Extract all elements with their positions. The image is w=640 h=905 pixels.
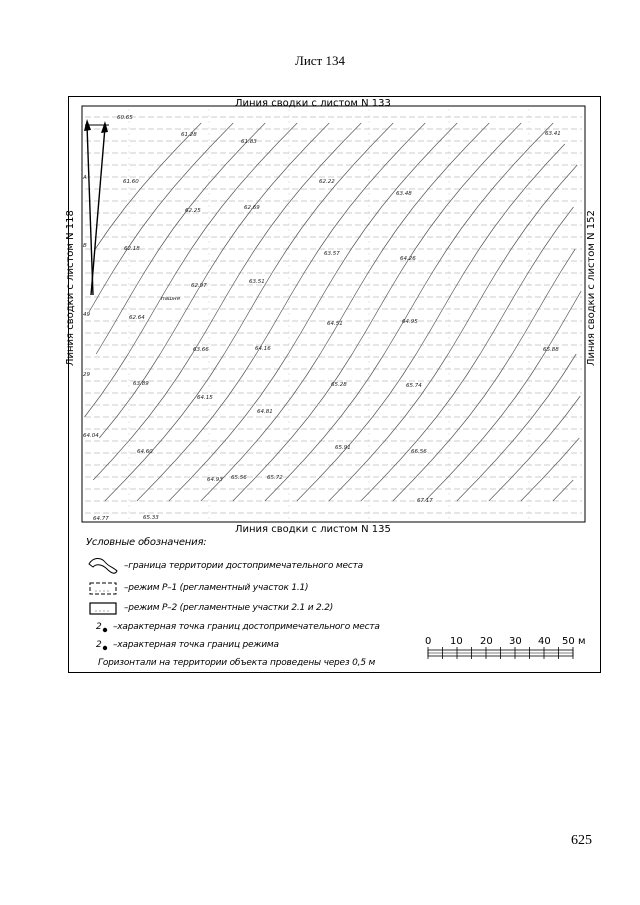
elevation-label: 63.57	[324, 251, 340, 257]
legend-regime-number: 2	[96, 640, 102, 650]
sheet-title: Лист 134	[295, 53, 345, 68]
elevation-label: 61.28	[181, 132, 197, 138]
elevation-label: 63.51	[249, 279, 265, 285]
legend-regime-text: –характерная точка границ режима	[113, 640, 279, 650]
elevation-label: 62.25	[185, 208, 201, 214]
elevation-labels	[82, 115, 561, 522]
elevation-label: 65.72	[267, 475, 283, 481]
elevation-label: 62.22	[319, 179, 335, 185]
elevation-label: 65.56	[231, 475, 247, 481]
regime-p1-icon	[90, 583, 116, 594]
elevation-label: 65.33	[143, 515, 159, 521]
page-number: 625	[571, 833, 592, 848]
elevation-label: A	[83, 175, 87, 181]
elevation-label: 65.91	[335, 445, 351, 451]
border-label-bottom: Линия сводки с листом N 135	[235, 524, 391, 535]
point-regime-icon	[103, 646, 107, 650]
boundary-icon	[89, 558, 117, 573]
map-inner-border	[82, 106, 585, 522]
elevation-label: 49	[83, 312, 90, 318]
scale-label-10: 10	[450, 636, 463, 647]
elevation-label: 62.18	[124, 246, 140, 252]
scale-label-20: 20	[480, 636, 493, 647]
elevation-label: 64.26	[400, 256, 416, 262]
scale-label-30: 30	[509, 636, 522, 647]
elevation-label: 65.88	[543, 347, 559, 353]
elevation-label: 63.66	[193, 347, 209, 353]
elevation-label: 65.28	[331, 382, 347, 388]
elevation-label: 61.60	[123, 179, 139, 185]
legend-p2-text: –режим Р–2 (регламентные участки 2.1 и 2.2)	[124, 603, 334, 613]
elevation-label: 64.77	[93, 516, 109, 522]
scale-label-0: 0	[425, 636, 432, 647]
elevation-label: 64.04	[83, 433, 99, 439]
elevation-label: 62.97	[191, 283, 207, 289]
regime-p2-icon	[90, 603, 116, 614]
elevation-label: 65.74	[406, 383, 422, 389]
elevation-label: 64.93	[207, 477, 223, 483]
elevation-label: 62.64	[129, 315, 145, 321]
scale-label-40: 40	[538, 636, 551, 647]
elevation-label: B	[83, 243, 87, 249]
elevation-label: 64.16	[255, 346, 271, 352]
elevation-label: 60.65	[117, 115, 133, 121]
scale-unit: м	[578, 636, 586, 647]
elevation-label: 64.15	[197, 395, 213, 401]
elevation-label: 66.56	[411, 449, 427, 455]
elevation-label: 63.41	[545, 131, 561, 137]
elevation-label: 64.60	[137, 449, 153, 455]
elevation-label: 63.89	[133, 381, 149, 387]
border-label-right: Линия сводки с листом N 152	[586, 210, 597, 366]
elevation-label: 62.69	[244, 205, 260, 211]
elevation-label: 64.51	[327, 321, 343, 327]
border-label-top: Линия сводки с листом N 133	[235, 98, 391, 109]
elevation-label: 64.81	[257, 409, 273, 415]
elevation-label: 64.95	[402, 319, 418, 325]
legend-landmark-number: 2	[96, 622, 102, 632]
legend-p1-text: –режим Р–1 (регламентный участок 1.1)	[124, 583, 309, 593]
legend-title: Условные обозначения:	[86, 537, 207, 548]
scale-bar	[428, 647, 573, 659]
elevation-label: 61.83	[241, 139, 257, 145]
border-label-left: Линия сводки с листом N 118	[65, 210, 76, 366]
elevation-label: 63.48	[396, 191, 412, 197]
legend-boundary-text: –граница территории достопримечательного места	[124, 561, 363, 571]
elevation-label: 29	[83, 372, 90, 378]
hatch-grid	[85, 109, 582, 519]
scale-label-50: 50	[562, 636, 575, 647]
contour-note: Горизонтали на территории объекта проведены через 0,5 м	[98, 658, 376, 668]
point-landmark-icon	[103, 628, 107, 632]
legend-landmark-text: –характерная точка границ достопримечательного места	[113, 622, 380, 632]
boundary-arrows	[84, 119, 109, 295]
elevation-label: 67.17	[417, 498, 433, 504]
place-label: пашня	[161, 296, 180, 302]
